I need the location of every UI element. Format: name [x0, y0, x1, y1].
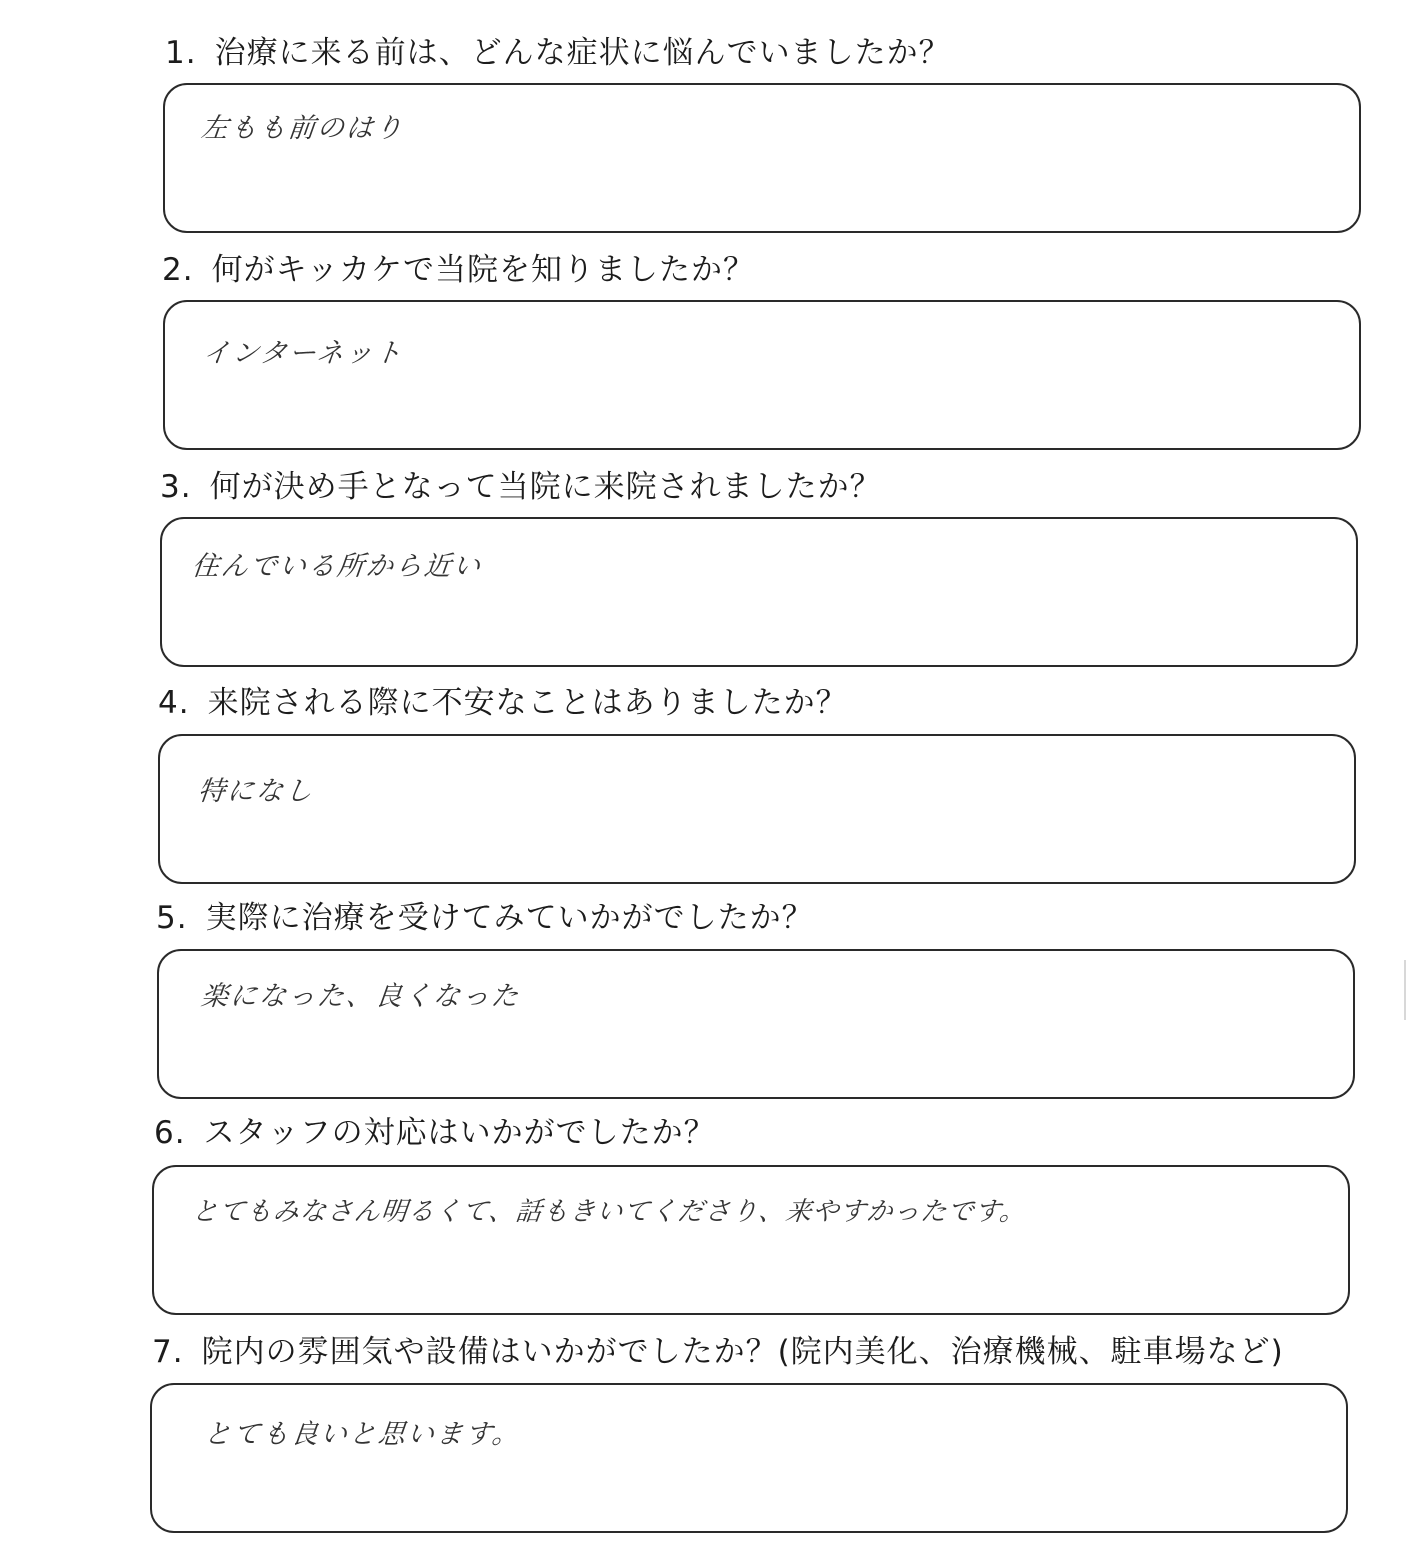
- question-2-title: [162, 252, 755, 288]
- answer-3-text: 住んでいる所から近い: [190, 551, 484, 582]
- question-6-number: 6.: [154, 1115, 186, 1151]
- question-1-number: 1.: [165, 35, 197, 71]
- answer-box-2: [163, 300, 1361, 450]
- question-6-text: スタッフの対応はいかがでしたか？: [203, 1115, 716, 1151]
- answer-2-text: インターネット: [201, 338, 406, 369]
- question-1-text: 治療に来る前は、どんな症状に悩んでいましたか？: [214, 35, 951, 71]
- question-2-text: 何がキッカケで当院を知りましたか？: [211, 252, 755, 288]
- answer-box-4: [158, 734, 1356, 884]
- scan-edge-mark: [1404, 960, 1406, 1020]
- question-6-title: [154, 1115, 716, 1151]
- question-7-text: 院内の雰囲気や設備はいかがでしたか？(院内美化、治療機械、駐車場など): [201, 1334, 1284, 1370]
- answer-box-7: [150, 1383, 1348, 1533]
- question-4-title: [158, 685, 848, 721]
- question-5-title: [156, 900, 814, 936]
- question-3-text: 何が決め手となって当院に来院されましたか？: [209, 469, 882, 505]
- question-1-title: [165, 35, 951, 71]
- question-7-title: [152, 1334, 1284, 1370]
- question-2-number: 2.: [162, 252, 194, 288]
- question-3-title: [160, 469, 882, 505]
- answer-box-5: [157, 949, 1355, 1099]
- question-7-number: 7.: [152, 1334, 184, 1370]
- question-5-number: 5.: [156, 900, 188, 936]
- answer-box-3: [160, 517, 1358, 667]
- answer-1-text: 左もも前のはり: [199, 113, 406, 144]
- answer-box-6: [152, 1165, 1350, 1315]
- answer-4-text: 特になし: [196, 776, 316, 807]
- question-4-text: 来院される際に不安なことはありましたか？: [207, 685, 848, 721]
- answer-5-text: 楽になった、良くなった: [199, 981, 522, 1012]
- question-4-number: 4.: [158, 685, 190, 721]
- question-3-number: 3.: [160, 469, 192, 505]
- answer-7-text: とても良いと思います。: [202, 1419, 523, 1450]
- answer-box-1: [163, 83, 1361, 233]
- question-5-text: 実際に治療を受けてみていかがでしたか？: [205, 900, 814, 936]
- answer-6-text: とてもみなさん明るくて、話もきいてくださり、来やすかったです。: [190, 1197, 1028, 1227]
